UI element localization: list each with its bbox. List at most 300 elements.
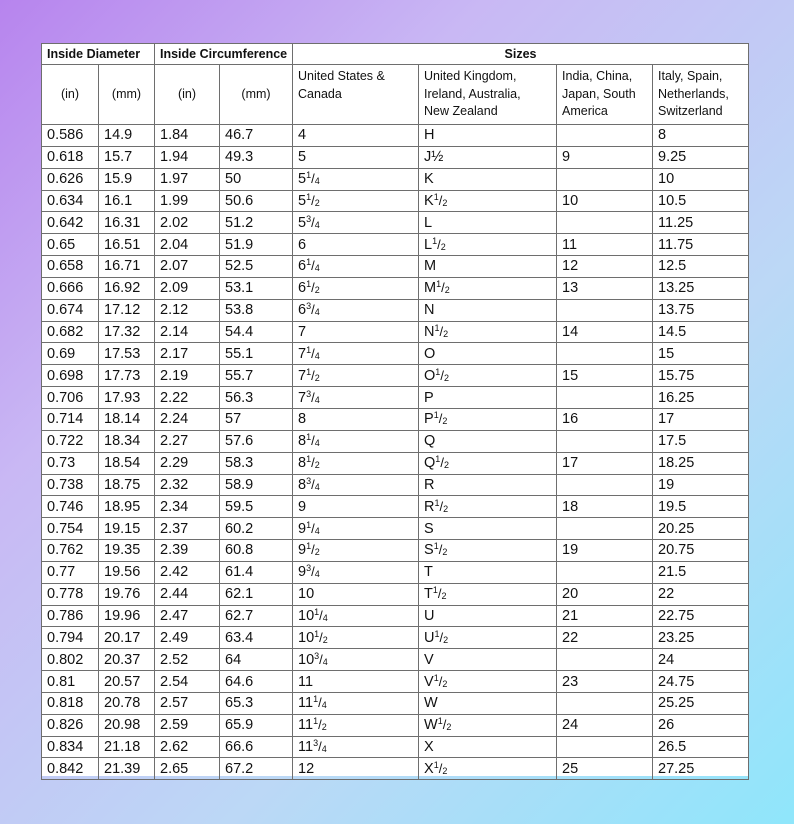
table-row [42,627,749,649]
cell-diameter-in: 0.682 [42,321,99,343]
cell-uk-size: O [419,343,557,365]
cell-europe-size: 26.5 [653,736,749,758]
cell-uk-size: L [419,212,557,234]
cell-circumference-mm: 59.5 [220,496,293,518]
cell-us-size [293,212,419,234]
cell-uk-size [419,277,557,299]
cell-circumference-in: 2.49 [155,627,220,649]
cell-uk-size [419,496,557,518]
cell-uk-size [419,234,557,256]
cell-uk-size [419,408,557,430]
cell-circumference-mm: 58.9 [220,474,293,496]
cell-asia-size: 9 [557,146,653,168]
cell-asia-size [557,474,653,496]
header-italy-spain-nl-ch: Italy, Spain, Netherlands, Switzerland [653,65,749,125]
cell-diameter-in: 0.634 [42,190,99,212]
cell-circumference-mm: 65.3 [220,692,293,714]
cell-uk-size: X [419,736,557,758]
table-row [42,714,749,736]
table-row [42,496,749,518]
cell-europe-size: 15 [653,343,749,365]
cell-asia-size: 17 [557,452,653,474]
cell-europe-size: 10.5 [653,190,749,212]
cell-diameter-mm: 19.15 [99,518,155,540]
fraction-value: $8^3/_4$ [298,475,320,493]
cell-us-size: 10 [293,583,419,605]
cell-diameter-mm: 20.57 [99,671,155,693]
table-row [42,452,749,474]
cell-diameter-mm: 17.73 [99,365,155,387]
fraction-value: $9^3/_4$ [298,563,320,581]
cell-circumference-in: 2.34 [155,496,220,518]
fraction-value: $Q^1/_2$ [424,454,449,472]
header-uk-ireland-australia-nz: United Kingdom, Ireland, Australia, New Zealand [419,65,557,125]
cell-uk-size: T [419,561,557,583]
cell-us-size [293,692,419,714]
fraction-value: $10^3/_4$ [298,650,328,668]
fraction-value: $N^1/_2$ [424,323,449,341]
cell-asia-size [557,212,653,234]
cell-europe-size: 26 [653,714,749,736]
cell-circumference-mm: 53.1 [220,277,293,299]
cell-asia-size: 10 [557,190,653,212]
cell-uk-size: N [419,299,557,321]
cell-diameter-in: 0.794 [42,627,99,649]
cell-us-size [293,561,419,583]
cell-circumference-mm: 67.2 [220,758,293,780]
cell-uk-size: U [419,605,557,627]
cell-uk-size [419,627,557,649]
table-row [42,540,749,562]
cell-circumference-mm: 52.5 [220,256,293,278]
fraction-value: $6^1/_4$ [298,257,320,275]
cell-circumference-mm: 54.4 [220,321,293,343]
fraction-value: $R^1/_2$ [424,497,449,515]
cell-diameter-in: 0.65 [42,234,99,256]
cell-diameter-mm: 21.39 [99,758,155,780]
cell-us-size: 5 [293,146,419,168]
cell-uk-size: R [419,474,557,496]
cell-diameter-in: 0.69 [42,343,99,365]
header-us-canada: United States & Canada [293,65,419,125]
fraction-value: $8^1/_4$ [298,432,320,450]
cell-diameter-in: 0.626 [42,168,99,190]
cell-diameter-in: 0.778 [42,583,99,605]
cell-circumference-in: 2.57 [155,692,220,714]
cell-diameter-in: 0.722 [42,430,99,452]
cell-diameter-mm: 20.98 [99,714,155,736]
fraction-value: $7^3/_4$ [298,388,320,406]
cell-us-size: 8 [293,408,419,430]
cell-circumference-mm: 51.2 [220,212,293,234]
header-diameter-mm: (mm) [99,65,155,125]
cell-circumference-mm: 50 [220,168,293,190]
cell-diameter-mm: 19.56 [99,561,155,583]
cell-circumference-mm: 60.2 [220,518,293,540]
cell-uk-size [419,540,557,562]
fraction-value: $O^1/_2$ [424,366,449,384]
cell-diameter-in: 0.77 [42,561,99,583]
cell-europe-size: 20.75 [653,540,749,562]
fraction-value: $T^1/_2$ [424,585,447,603]
fraction-value: $5^3/_4$ [298,213,320,231]
cell-circumference-in: 2.39 [155,540,220,562]
cell-us-size: 4 [293,125,419,147]
cell-diameter-in: 0.666 [42,277,99,299]
cell-circumference-in: 2.09 [155,277,220,299]
cell-diameter-mm: 20.37 [99,649,155,671]
table-row [42,736,749,758]
cell-circumference-mm: 58.3 [220,452,293,474]
cell-diameter-mm: 18.95 [99,496,155,518]
cell-diameter-in: 0.802 [42,649,99,671]
cell-europe-size: 17.5 [653,430,749,452]
cell-us-size [293,518,419,540]
cell-diameter-mm: 16.71 [99,256,155,278]
cell-diameter-mm: 17.12 [99,299,155,321]
cell-uk-size: S [419,518,557,540]
cell-circumference-mm: 63.4 [220,627,293,649]
cell-diameter-mm: 16.92 [99,277,155,299]
cell-diameter-in: 0.842 [42,758,99,780]
cell-uk-size [419,758,557,780]
cell-circumference-mm: 57 [220,408,293,430]
table-row [42,234,749,256]
cell-circumference-in: 2.07 [155,256,220,278]
fraction-value: $5^1/_4$ [298,170,320,188]
table-row [42,387,749,409]
cell-circumference-in: 1.94 [155,146,220,168]
cell-asia-size: 20 [557,583,653,605]
cell-diameter-mm: 16.1 [99,190,155,212]
cell-asia-size: 14 [557,321,653,343]
header-sizes: Sizes [293,44,749,65]
header-row-groups [42,44,749,65]
cell-asia-size: 21 [557,605,653,627]
fraction-value: $11^1/_4$ [298,694,327,712]
cell-circumference-mm: 55.1 [220,343,293,365]
cell-diameter-mm: 19.35 [99,540,155,562]
cell-diameter-in: 0.618 [42,146,99,168]
table-row [42,583,749,605]
cell-circumference-mm: 64.6 [220,671,293,693]
cell-diameter-in: 0.818 [42,692,99,714]
cell-diameter-in: 0.746 [42,496,99,518]
cell-us-size [293,168,419,190]
table-row [42,365,749,387]
cell-circumference-in: 2.17 [155,343,220,365]
header-india-china-japan-sa: India, China, Japan, South America [557,65,653,125]
cell-diameter-in: 0.706 [42,387,99,409]
cell-diameter-mm: 18.14 [99,408,155,430]
cell-diameter-in: 0.826 [42,714,99,736]
cell-asia-size: 18 [557,496,653,518]
cell-diameter-in: 0.754 [42,518,99,540]
fraction-value: $8^1/_2$ [298,454,320,472]
table-row [42,125,749,147]
cell-europe-size: 13.75 [653,299,749,321]
cell-us-size: 11 [293,671,419,693]
cell-diameter-mm: 18.34 [99,430,155,452]
cell-asia-size [557,692,653,714]
cell-circumference-in: 2.32 [155,474,220,496]
cell-circumference-in: 2.42 [155,561,220,583]
fraction-value: $6^1/_2$ [298,279,320,297]
cell-uk-size: H [419,125,557,147]
cell-diameter-in: 0.674 [42,299,99,321]
cell-uk-size: P [419,387,557,409]
cell-diameter-in: 0.762 [42,540,99,562]
cell-diameter-mm: 17.93 [99,387,155,409]
cell-europe-size: 20.25 [653,518,749,540]
cell-asia-size: 15 [557,365,653,387]
cell-diameter-mm: 14.9 [99,125,155,147]
cell-circumference-in: 2.27 [155,430,220,452]
cell-circumference-in: 2.22 [155,387,220,409]
cell-europe-size: 11.75 [653,234,749,256]
cell-circumference-in: 1.97 [155,168,220,190]
fraction-value: $U^1/_2$ [424,628,449,646]
cell-circumference-in: 2.12 [155,299,220,321]
cell-asia-size: 19 [557,540,653,562]
header-inside-diameter: Inside Diameter [42,44,155,65]
table-row [42,212,749,234]
cell-diameter-in: 0.738 [42,474,99,496]
cell-asia-size [557,168,653,190]
table-row [42,649,749,671]
cell-asia-size: 12 [557,256,653,278]
cell-uk-size: M [419,256,557,278]
cell-europe-size: 8 [653,125,749,147]
cell-circumference-in: 1.84 [155,125,220,147]
cell-europe-size: 21.5 [653,561,749,583]
table-row [42,190,749,212]
cell-circumference-mm: 57.6 [220,430,293,452]
fraction-value: $V^1/_2$ [424,672,448,690]
cell-us-size: 12 [293,758,419,780]
table-row [42,299,749,321]
cell-europe-size: 18.25 [653,452,749,474]
fraction-value: $P^1/_2$ [424,410,448,428]
cell-diameter-mm: 20.17 [99,627,155,649]
cell-europe-size: 19 [653,474,749,496]
cell-circumference-in: 2.44 [155,583,220,605]
cell-us-size [293,256,419,278]
cell-diameter-in: 0.81 [42,671,99,693]
table-row [42,430,749,452]
cell-circumference-in: 2.37 [155,518,220,540]
cell-us-size: 6 [293,234,419,256]
cell-europe-size: 9.25 [653,146,749,168]
cell-us-size [293,343,419,365]
table-row [42,605,749,627]
ring-size-table [41,43,749,780]
cell-europe-size: 24.75 [653,671,749,693]
cell-circumference-in: 2.02 [155,212,220,234]
cell-europe-size: 19.5 [653,496,749,518]
cell-diameter-mm: 16.31 [99,212,155,234]
cell-us-size [293,714,419,736]
cell-us-size: 9 [293,496,419,518]
cell-diameter-mm: 18.75 [99,474,155,496]
cell-asia-size [557,518,653,540]
cell-us-size [293,190,419,212]
cell-circumference-mm: 62.7 [220,605,293,627]
header-circumference-mm: (mm) [220,65,293,125]
cell-circumference-in: 2.14 [155,321,220,343]
cell-asia-size [557,430,653,452]
cell-diameter-mm: 17.32 [99,321,155,343]
cell-europe-size: 27.25 [653,758,749,780]
cell-asia-size: 24 [557,714,653,736]
cell-diameter-in: 0.786 [42,605,99,627]
table-row [42,168,749,190]
cell-circumference-mm: 51.9 [220,234,293,256]
cell-circumference-mm: 61.4 [220,561,293,583]
cell-circumference-mm: 65.9 [220,714,293,736]
ring-size-chart [41,43,748,776]
table-row [42,343,749,365]
size-rows [42,125,749,780]
cell-circumference-in: 2.04 [155,234,220,256]
cell-us-size [293,365,419,387]
cell-asia-size: 13 [557,277,653,299]
cell-us-size [293,452,419,474]
cell-asia-size [557,561,653,583]
cell-diameter-mm: 16.51 [99,234,155,256]
header-inside-circumference: Inside Circumference [155,44,293,65]
cell-diameter-in: 0.642 [42,212,99,234]
table-row [42,758,749,780]
cell-europe-size: 22 [653,583,749,605]
cell-uk-size [419,583,557,605]
cell-us-size: 7 [293,321,419,343]
cell-uk-size [419,714,557,736]
cell-circumference-in: 2.29 [155,452,220,474]
cell-us-size [293,605,419,627]
cell-asia-size [557,299,653,321]
cell-uk-size [419,452,557,474]
cell-circumference-mm: 64 [220,649,293,671]
cell-europe-size: 16.25 [653,387,749,409]
table-row [42,474,749,496]
cell-circumference-mm: 46.7 [220,125,293,147]
cell-us-size [293,736,419,758]
cell-uk-size: W [419,692,557,714]
cell-diameter-in: 0.658 [42,256,99,278]
table-row [42,671,749,693]
cell-uk-size: K [419,168,557,190]
cell-uk-size: Q [419,430,557,452]
cell-circumference-in: 2.54 [155,671,220,693]
cell-uk-size: J½ [419,146,557,168]
cell-diameter-mm: 18.54 [99,452,155,474]
cell-uk-size [419,365,557,387]
cell-circumference-in: 2.52 [155,649,220,671]
table-row [42,321,749,343]
cell-circumference-mm: 56.3 [220,387,293,409]
fraction-value: $6^3/_4$ [298,301,320,319]
cell-circumference-mm: 50.6 [220,190,293,212]
fraction-value: $11^3/_4$ [298,738,327,756]
fraction-value: $X^1/_2$ [424,759,448,777]
cell-circumference-in: 1.99 [155,190,220,212]
fraction-value: $M^1/_2$ [424,279,450,297]
cell-europe-size: 12.5 [653,256,749,278]
cell-europe-size: 15.75 [653,365,749,387]
cell-circumference-in: 2.19 [155,365,220,387]
cell-asia-size [557,343,653,365]
cell-uk-size [419,671,557,693]
cell-diameter-in: 0.834 [42,736,99,758]
fraction-value: $W^1/_2$ [424,716,452,734]
cell-diameter-in: 0.586 [42,125,99,147]
table-row [42,518,749,540]
cell-diameter-mm: 20.78 [99,692,155,714]
cell-europe-size: 24 [653,649,749,671]
cell-circumference-mm: 66.6 [220,736,293,758]
cell-circumference-mm: 55.7 [220,365,293,387]
fraction-value: $7^1/_4$ [298,344,320,362]
cell-asia-size [557,387,653,409]
cell-uk-size [419,321,557,343]
cell-diameter-in: 0.73 [42,452,99,474]
cell-diameter-in: 0.698 [42,365,99,387]
cell-us-size [293,474,419,496]
fraction-value: $9^1/_2$ [298,541,320,559]
cell-diameter-mm: 15.9 [99,168,155,190]
cell-us-size [293,627,419,649]
cell-diameter-in: 0.714 [42,408,99,430]
cell-europe-size: 17 [653,408,749,430]
table-row [42,277,749,299]
cell-uk-size: V [419,649,557,671]
cell-diameter-mm: 21.18 [99,736,155,758]
cell-circumference-mm: 49.3 [220,146,293,168]
cell-us-size [293,430,419,452]
cell-circumference-in: 2.65 [155,758,220,780]
cell-europe-size: 11.25 [653,212,749,234]
table-row [42,408,749,430]
cell-us-size [293,387,419,409]
cell-asia-size [557,736,653,758]
cell-uk-size [419,190,557,212]
fraction-value: $11^1/_2$ [298,716,327,734]
cell-asia-size [557,125,653,147]
cell-circumference-in: 2.62 [155,736,220,758]
header-row-columns [42,65,749,125]
header-circumference-in: (in) [155,65,220,125]
fraction-value: $9^1/_4$ [298,519,320,537]
cell-europe-size: 23.25 [653,627,749,649]
fraction-value: $S^1/_2$ [424,541,448,559]
cell-circumference-in: 2.59 [155,714,220,736]
cell-circumference-in: 2.24 [155,408,220,430]
cell-asia-size: 11 [557,234,653,256]
cell-europe-size: 14.5 [653,321,749,343]
cell-circumference-mm: 53.8 [220,299,293,321]
cell-asia-size: 22 [557,627,653,649]
table-row [42,692,749,714]
cell-asia-size: 25 [557,758,653,780]
cell-europe-size: 10 [653,168,749,190]
table-row [42,146,749,168]
cell-circumference-in: 2.47 [155,605,220,627]
cell-diameter-mm: 17.53 [99,343,155,365]
header-diameter-in: (in) [42,65,99,125]
cell-us-size [293,277,419,299]
cell-europe-size: 25.25 [653,692,749,714]
